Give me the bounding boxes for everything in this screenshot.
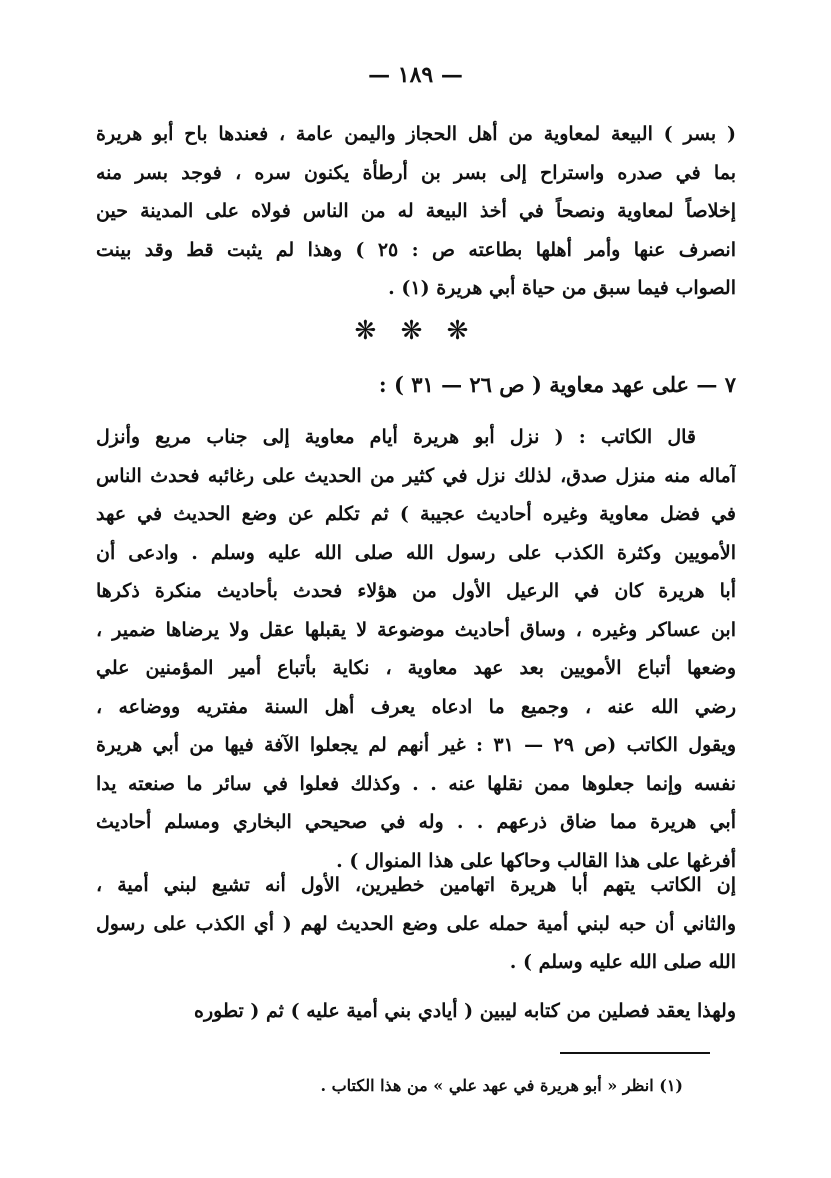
text-line: الأمويين وكثرة الكذب على رسول الله صلى الله عليه وسلم . وادعى أن: [96, 541, 736, 564]
section-separator-ornament: ❋ ❋ ❋: [354, 316, 477, 346]
paragraph-continuation: [96, 115, 736, 308]
paragraph-chapters: [96, 992, 736, 1031]
section-heading: ٧ — على عهد معاوية ( ص ٢٦ — ٣١ ) :: [378, 372, 736, 397]
text-line: آماله منه منزل صدق، لذلك نزل في كثير من الحديث على رغائبه فحدث الناس: [96, 464, 736, 487]
text-line: قال الكاتب : ( نزل أبو هريرة أيام معاوية إلى جناب مريع وأنزل: [96, 426, 696, 448]
text-line: انصرف عنها وأمر أهلها بطاعته ص : ٢٥ ) وهذا لم يثبت قط وقد بينت: [96, 238, 736, 261]
text-line: وضعها أتباع الأمويين بعد عهد معاوية ، نكاية بأتباع أمير المؤمنين علي: [96, 657, 736, 679]
text-line: إن الكاتب يتهم أبا هريرة اتهامين خطيرين، الأول أنه تشيع لبني أمية ،: [96, 874, 736, 896]
text-line: نفسه وإنما جعلوها ممن نقلها عنه . . وكذلك فعلوا في سائر ما صنعته يدا: [96, 772, 736, 795]
text-line: إخلاصاً لمعاوية ونصحاً في أخذ البيعة له من الناس فولاه على المدينة حين: [96, 200, 736, 222]
text-line: في فضل معاوية وغيره أحاديث عجيبة ) ثم تكلم عن وضع الحديث في عهد: [96, 503, 736, 525]
text-line: ( بسر ) البيعة لمعاوية من أهل الحجاز واليمن عامة ، فعندها باح أبو هريرة: [96, 123, 736, 145]
footnote-separator: [560, 1052, 710, 1054]
paragraph-accusations: [96, 866, 736, 982]
text-line: أبي هريرة مما ضاق ذرعهم . . وله في صحيحي البخاري ومسلم أحاديث: [96, 811, 736, 833]
text-line: الله صلى الله عليه وسلم ) .: [509, 951, 736, 973]
text-line: والثاني أن حبه لبني أمية حمله على وضع الحديث لهم ( أي الكذب على رسول: [96, 912, 736, 935]
footnote: (١) انظر « أبو هريرة في عهد علي » من هذا الكتاب .: [320, 1076, 683, 1095]
text-line: أبا هريرة كان في الرعيل الأول من هؤلاء فحدث بأحاديث منكرة ذكرها: [96, 580, 736, 602]
text-line: ويقول الكاتب (ص ٢٩ — ٣١ : غير أنهم لم يجعلوا الآفة فيها من أبي هريرة: [96, 734, 736, 756]
text-line: رضي الله عنه ، وجميع ما ادعاه يعرف أهل السنة مفتريه ووضاعه ،: [96, 695, 736, 718]
page-number: — ١٨٩ —: [368, 62, 463, 88]
text-line: أفرغها على هذا القالب وحاكها على هذا المنوال ) .: [336, 849, 736, 872]
text-line: ابن عساكر وغيره ، وساق أحاديث موضوعة لا يقبلها عقل ولا يرضاها ضمير ،: [96, 618, 736, 641]
text-line: ولهذا يعقد فصلين من كتابه ليبين ( أيادي بني أمية عليه ) ثم ( تطوره: [194, 1000, 736, 1022]
paragraph-quote-author: [96, 418, 736, 880]
text-line: الصواب فيما سبق من حياة أبي هريرة (١) .: [388, 277, 736, 299]
text-line: بما في صدره واستراح إلى بسر بن أرطأة يكنون سره ، فوجد بسر منه: [96, 161, 736, 184]
